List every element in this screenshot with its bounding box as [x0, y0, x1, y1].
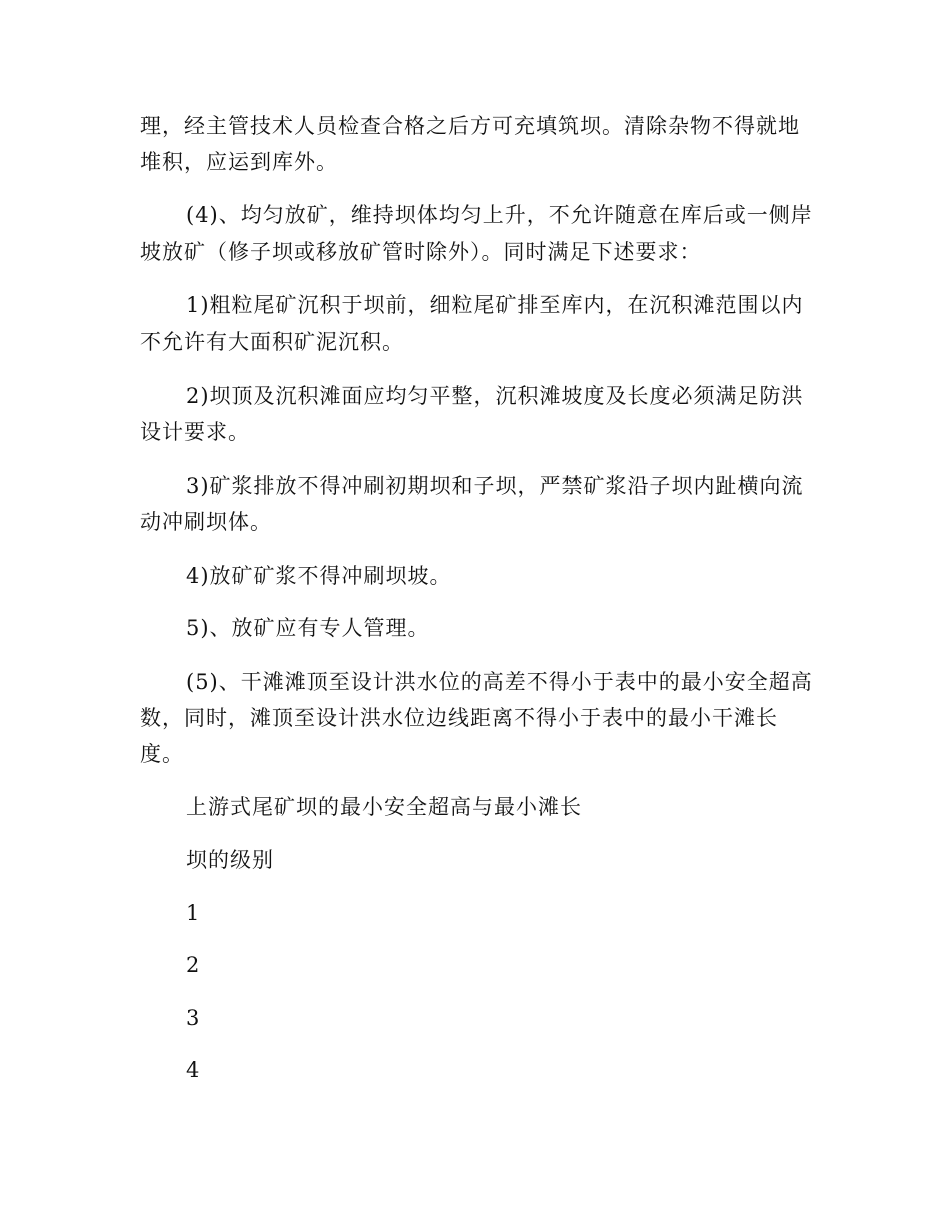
text-line: 不允许有大面积矿泥沉积。: [140, 330, 404, 354]
dam-class-value: 2: [186, 953, 201, 977]
dam-class-value: 4: [186, 1058, 201, 1082]
text-line: 理，经主管技术人员检查合格之后方可充填筑坝。清除杂物不得就地: [140, 114, 800, 138]
paragraph-line: (5)、干滩滩顶至设计洪水位的高差不得小于表中的最小安全超高: [186, 670, 813, 694]
table-caption: 上游式尾矿坝的最小安全超高与最小滩长: [186, 795, 582, 819]
paragraph-line: (4)、均匀放矿，维持坝体均匀上升，不允许随意在库后或一侧岸: [186, 203, 813, 227]
paragraph-line: 3)矿浆排放不得冲刷初期坝和子坝，严禁矿浆沿子坝内趾横向流: [186, 474, 804, 498]
dam-class-value: 3: [186, 1006, 201, 1030]
paragraph-line: 2)坝顶及沉积滩面应均匀平整，沉积滩坡度及长度必须满足防洪: [186, 384, 804, 408]
text-line: 设计要求。: [140, 420, 250, 444]
text-line: 数，同时，滩顶至设计洪水位边线距离不得小于表中的最小干滩长: [140, 706, 778, 730]
paragraph-line: 5)、放矿应有专人管理。: [186, 616, 430, 640]
paragraph-line: 1)粗粒尾矿沉积于坝前，细粒尾矿排至库内，在沉积滩范围以内: [186, 293, 804, 317]
paragraph-line: 4)放矿矿浆不得冲刷坝坡。: [186, 564, 452, 588]
dam-class-value: 1: [186, 901, 201, 925]
text-line: 动冲刷坝体。: [140, 510, 272, 534]
text-line: 堆积，应运到库外。: [140, 150, 338, 174]
table-header-dam-class: 坝的级别: [186, 848, 274, 872]
text-line: 度。: [140, 742, 184, 766]
text-line: 坡放矿（修子坝或移放矿管时除外）。同时满足下述要求：: [140, 240, 702, 264]
